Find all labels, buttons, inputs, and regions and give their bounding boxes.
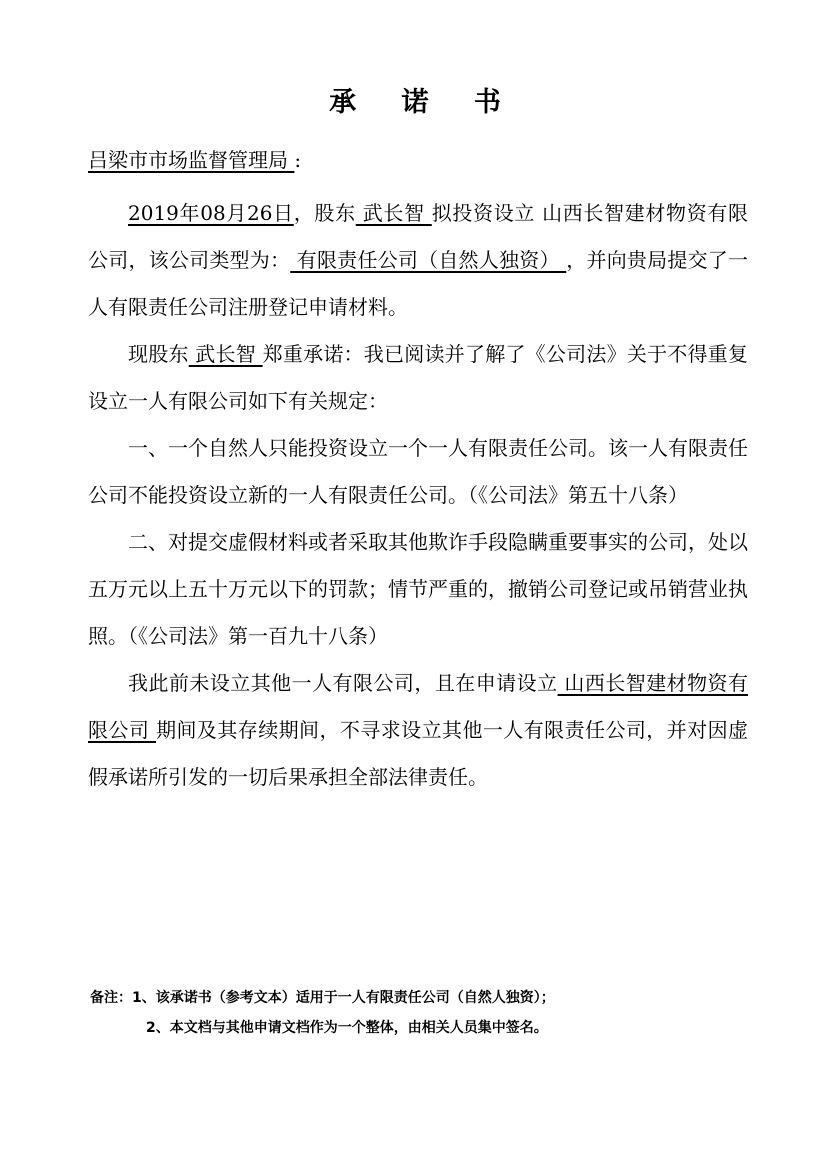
shareholder-name: 武长智 [188, 342, 263, 366]
paragraph-text: ，股东 [293, 201, 356, 225]
shareholder-name: 武长智 [355, 201, 432, 225]
addressee-name: 吕梁市市场监督管理局 [88, 148, 295, 172]
paragraph-text: ，并向贵局提交了一人有限责任公司注册登记申请材料。 [88, 248, 749, 319]
company-type: 有限责任公司（自然人独资） [290, 248, 567, 272]
paragraph-pledge [88, 331, 748, 425]
paragraph-text: 期间及其存续期间，不寻求设立其他一人有限责任公司，并对因虚假承诺所引发的一切后果承担全部法律责任。 [88, 718, 748, 789]
note-line-2: 2、本文档与其他申请文档作为一个整体，由相关人员集中签名。 [146, 1020, 548, 1036]
paragraph-rule-2: 二、对提交虚假材料或者采取其他欺诈手段隐瞒重要事实的公司，处以五万元以上五十万元以下的罚款；情节严重的，撤销公司登记或吊销营业执照。（《公司法》第一百九十八条） [88, 530, 748, 648]
paragraph-text: 我此前未设立其他一人有限公司，且在申请设立 [128, 671, 558, 695]
addressee [88, 146, 301, 174]
paragraph-application [88, 190, 748, 331]
document-title: 承 诺 书 [329, 87, 519, 118]
paragraph-text: 现股东 [128, 342, 189, 366]
note-line-1: 备注：1、该承诺书（参考文本）适用于一人有限责任公司（自然人独资）； [90, 990, 555, 1006]
document-body [88, 190, 748, 801]
notes [90, 983, 770, 1043]
paragraph-rule-1: 一、一个自然人只能投资设立一个一人有限责任公司。该一人有限责任公司不能投资设立新的一人有限责任公司。（《公司法》第五十八条） [88, 436, 748, 507]
paragraph-text: ，该公司类型为： [128, 248, 291, 272]
paragraph-commitment [88, 660, 748, 801]
company-name: 山西长智建材物资有限公司 [88, 201, 749, 272]
application-date: 2019年08月26日 [128, 201, 294, 225]
paragraph-text: 拟投资设立 [431, 201, 536, 225]
company-name: 山西长智建材物资有限公司 [88, 671, 749, 742]
addressee-colon: : [294, 148, 302, 172]
paragraph-text: 郑重承诺：我已阅读并了解了《公司法》关于不得重复设立一人有限公司如下有关规定： [88, 342, 749, 413]
